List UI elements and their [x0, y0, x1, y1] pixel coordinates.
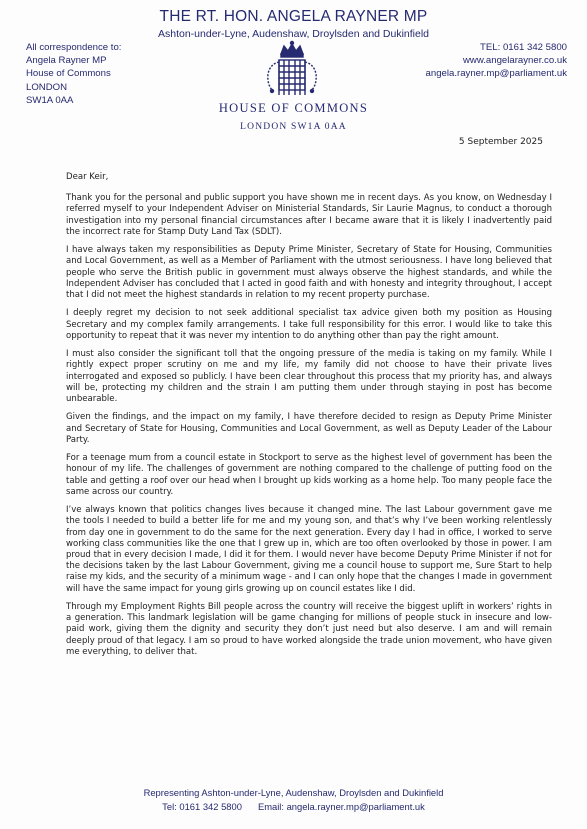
address-line: All correspondence to: — [26, 42, 122, 53]
house-postcode: LONDON SW1A 0AA — [240, 122, 347, 132]
correspondence-address — [26, 41, 121, 107]
letter-paragraph: I have always taken my responsibilities as Deputy Prime Minister, Secretary of State for Housing, Communities and Local Government, as well as a Member of Parliament with the utmost seriousness. I have long believed that people who serve the British public in government must always observe the highest standards, and while the Independent Adviser has concluded that I acted in good faith and with honesty and integrity throughout, I accept that I did not meet the highest standards in relation to my recent property purchase. — [66, 245, 552, 301]
letter-date: 5 September 2025 — [458, 137, 543, 147]
letter-paragraph: Through my Employment Rights Bill people across the country will receive the biggest uplift in workers’ rights in a generation. This landmark legislation will be game changing for millions of people stuck in insecure and low-paid work, giving them the dignity and security they don’t just need but also deserve. I am and will remain deeply proud of that legacy. I am so proud to have worked alongside the trade union movement, who have given me everything, to deliver that. — [66, 602, 552, 657]
house-of-commons-title: HOUSE OF COMMONS — [218, 101, 369, 115]
contact-details — [426, 41, 567, 81]
letterhead-constituency: Ashton-under-Lyne, Audenshaw, Droylsden and Dukinfield — [157, 28, 430, 40]
address-line: LONDON — [26, 81, 68, 93]
footer-phone: Tel: 0161 342 5800 — [162, 801, 242, 812]
letter-paragraph: For a teenage mum from a council estate in Stockport to serve as the highest level of government has been the honour of my life. The challenges of government are nothing compared to the challenge of putting food on the table and getting a roof over our head when I brought up kids working as a home help. Too many people face the same across our country. — [66, 453, 552, 497]
portcullis-crest-icon — [262, 40, 322, 102]
contact-website: www.angelarayner.co.uk — [463, 55, 567, 67]
address-line: SW1A 0AA — [26, 94, 74, 106]
letterhead-name: THE RT. HON. ANGELA RAYNER MP — [159, 8, 428, 25]
footer-email: Email: angela.rayner.mp@parliament.uk — [257, 801, 425, 812]
footer-representing: Representing Ashton-under-Lyne, Audenshaw, Droylsden and Dukinfield — [143, 787, 444, 798]
letter-body — [66, 172, 552, 665]
letter-paragraph: Thank you for the personal and public support you have shown me in recent days. As you know, on Wednesday I referred myself to your Independent Adviser on Ministerial Standards, Sir Laurie Magnus, to conduct a thorough investigation into my personal financial circumstances after I became aware that it is likely I inadvertently paid the incorrect rate for Stamp Duty Land Tax (SDLT). — [66, 193, 552, 237]
letter-paragraph: Given the findings, and the impact on my family, I have therefore decided to resign as Deputy Prime Minister and Secretary of State for Housing, Communities and Local Government, as well as Deputy Leader of the Labour Party. — [66, 412, 552, 445]
contact-email: angela.rayner.mp@parliament.uk — [425, 68, 567, 80]
letter-greeting: Dear Keir, — [66, 172, 109, 182]
address-line: Angela Rayner MP — [26, 55, 107, 67]
contact-phone: TEL: 0161 342 5800 — [480, 42, 567, 53]
address-line: House of Commons — [26, 68, 111, 80]
letter-paragraph: I’ve always known that politics changes lives because it changed mine. The last Labour government gave me the tools I needed to build a better life for me and my young son, and that’s why I’ve been working relentlessly from day one in government to do the same for the next generation. Every day I had in office, I worked to serve working class communities like the one that I grew up in, which are too often overlooked by those in power. I am proud that in every decision I made, I did it for them. I would never have become Deputy Prime Minister if not for the decisions taken by the last Labour Government, giving me a council house to support me, Sure Start to help raise my kids, and the security of a minimum wage - and I can only hope that the changes I made in government will have the same impact for young girls growing up on council estates like I did. — [66, 505, 552, 594]
letter-paragraph: I must also consider the significant toll that the ongoing pressure of the media is taking on my family. While I rightly expect proper scrutiny on me and my life, my family did not choose to have their private lives interrogated and exposed so publicly. I have been clear throughout this process that my priority has, and always will be, protecting my children and the strain I am putting them under through staying in post has become unbearable. — [66, 349, 552, 405]
footer-contact — [0, 801, 587, 812]
letter-paragraph: I deeply regret my decision to not seek additional specialist tax advice given both my position as Housing Secretary and my complex family arrangements. I take full responsibility for this error. I would like to take this opportunity to repeat that it was never my intention to do anything other than pay the right amount. — [66, 308, 552, 341]
